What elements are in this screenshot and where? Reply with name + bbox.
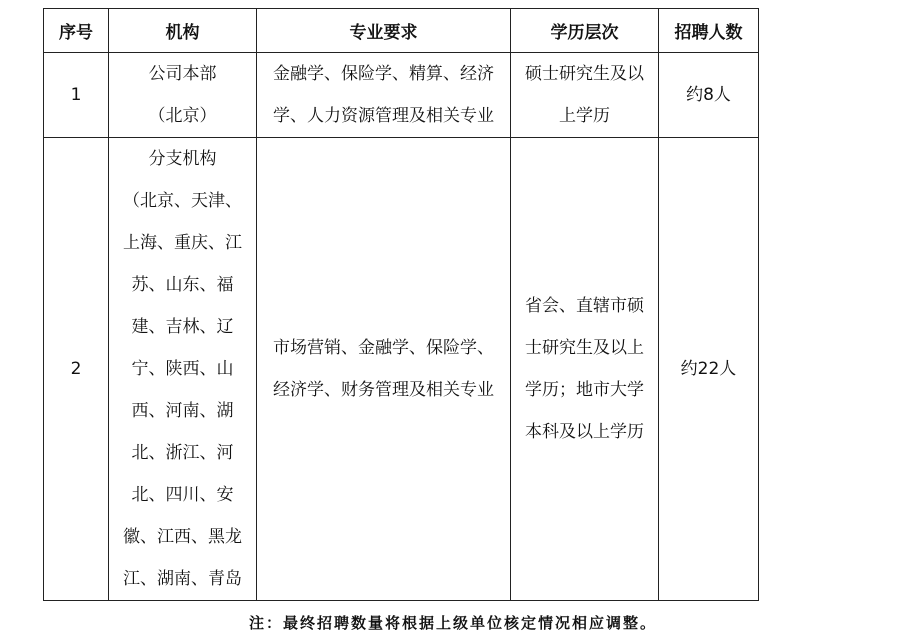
major-line: 金融学、保险学、精算、经济	[273, 64, 494, 84]
edu-line: 学历；地市大学	[525, 380, 644, 400]
cell-education	[511, 53, 659, 138]
header-index: 序号	[44, 9, 109, 53]
org-line: （北京、天津、	[123, 191, 242, 211]
header-count: 招聘人数	[659, 9, 759, 53]
org-line: （北京）	[148, 106, 217, 126]
recruitment-table	[43, 8, 759, 601]
cell-education	[511, 138, 659, 601]
cell-major	[257, 138, 511, 601]
table-row	[44, 53, 759, 138]
edu-line: 上学历	[559, 106, 610, 126]
major-line: 市场营销、金融学、保险学、	[273, 338, 494, 358]
edu-line: 硕士研究生及以	[525, 64, 644, 84]
cell-count: 约22人	[659, 138, 759, 601]
org-line: 西、河南、湖	[131, 401, 234, 421]
edu-line: 省会、直辖市硕	[525, 296, 644, 316]
cell-count: 约8人	[659, 53, 759, 138]
table-header-row	[44, 9, 759, 53]
cell-org	[109, 53, 257, 138]
edu-line: 士研究生及以上	[525, 338, 644, 358]
cell-index: 2	[44, 138, 109, 601]
org-line: 宁、陕西、山	[131, 359, 234, 379]
major-line: 经济学、财务管理及相关专业	[273, 380, 494, 400]
org-line: 江、湖南、青岛	[123, 569, 242, 589]
org-line: 上海、重庆、江	[123, 233, 242, 253]
footnote: 注：最终招聘数量将根据上级单位核定情况相应调整。	[248, 614, 657, 632]
org-line: 徽、江西、黑龙	[123, 527, 242, 547]
header-major: 专业要求	[257, 9, 511, 53]
edu-line: 本科及以上学历	[525, 422, 644, 442]
org-line: 北、四川、安	[131, 485, 234, 505]
cell-major	[257, 53, 511, 138]
org-line: 建、吉林、辽	[131, 317, 234, 337]
org-line: 北、浙江、河	[131, 443, 234, 463]
org-line: 分支机构	[148, 149, 217, 169]
org-line: 苏、山东、福	[131, 275, 234, 295]
cell-index: 1	[44, 53, 109, 138]
table-row	[44, 138, 759, 601]
cell-org	[109, 138, 257, 601]
header-org: 机构	[109, 9, 257, 53]
org-line: 公司本部	[148, 64, 217, 84]
major-line: 学、人力资源管理及相关专业	[273, 106, 494, 126]
header-education: 学历层次	[511, 9, 659, 53]
